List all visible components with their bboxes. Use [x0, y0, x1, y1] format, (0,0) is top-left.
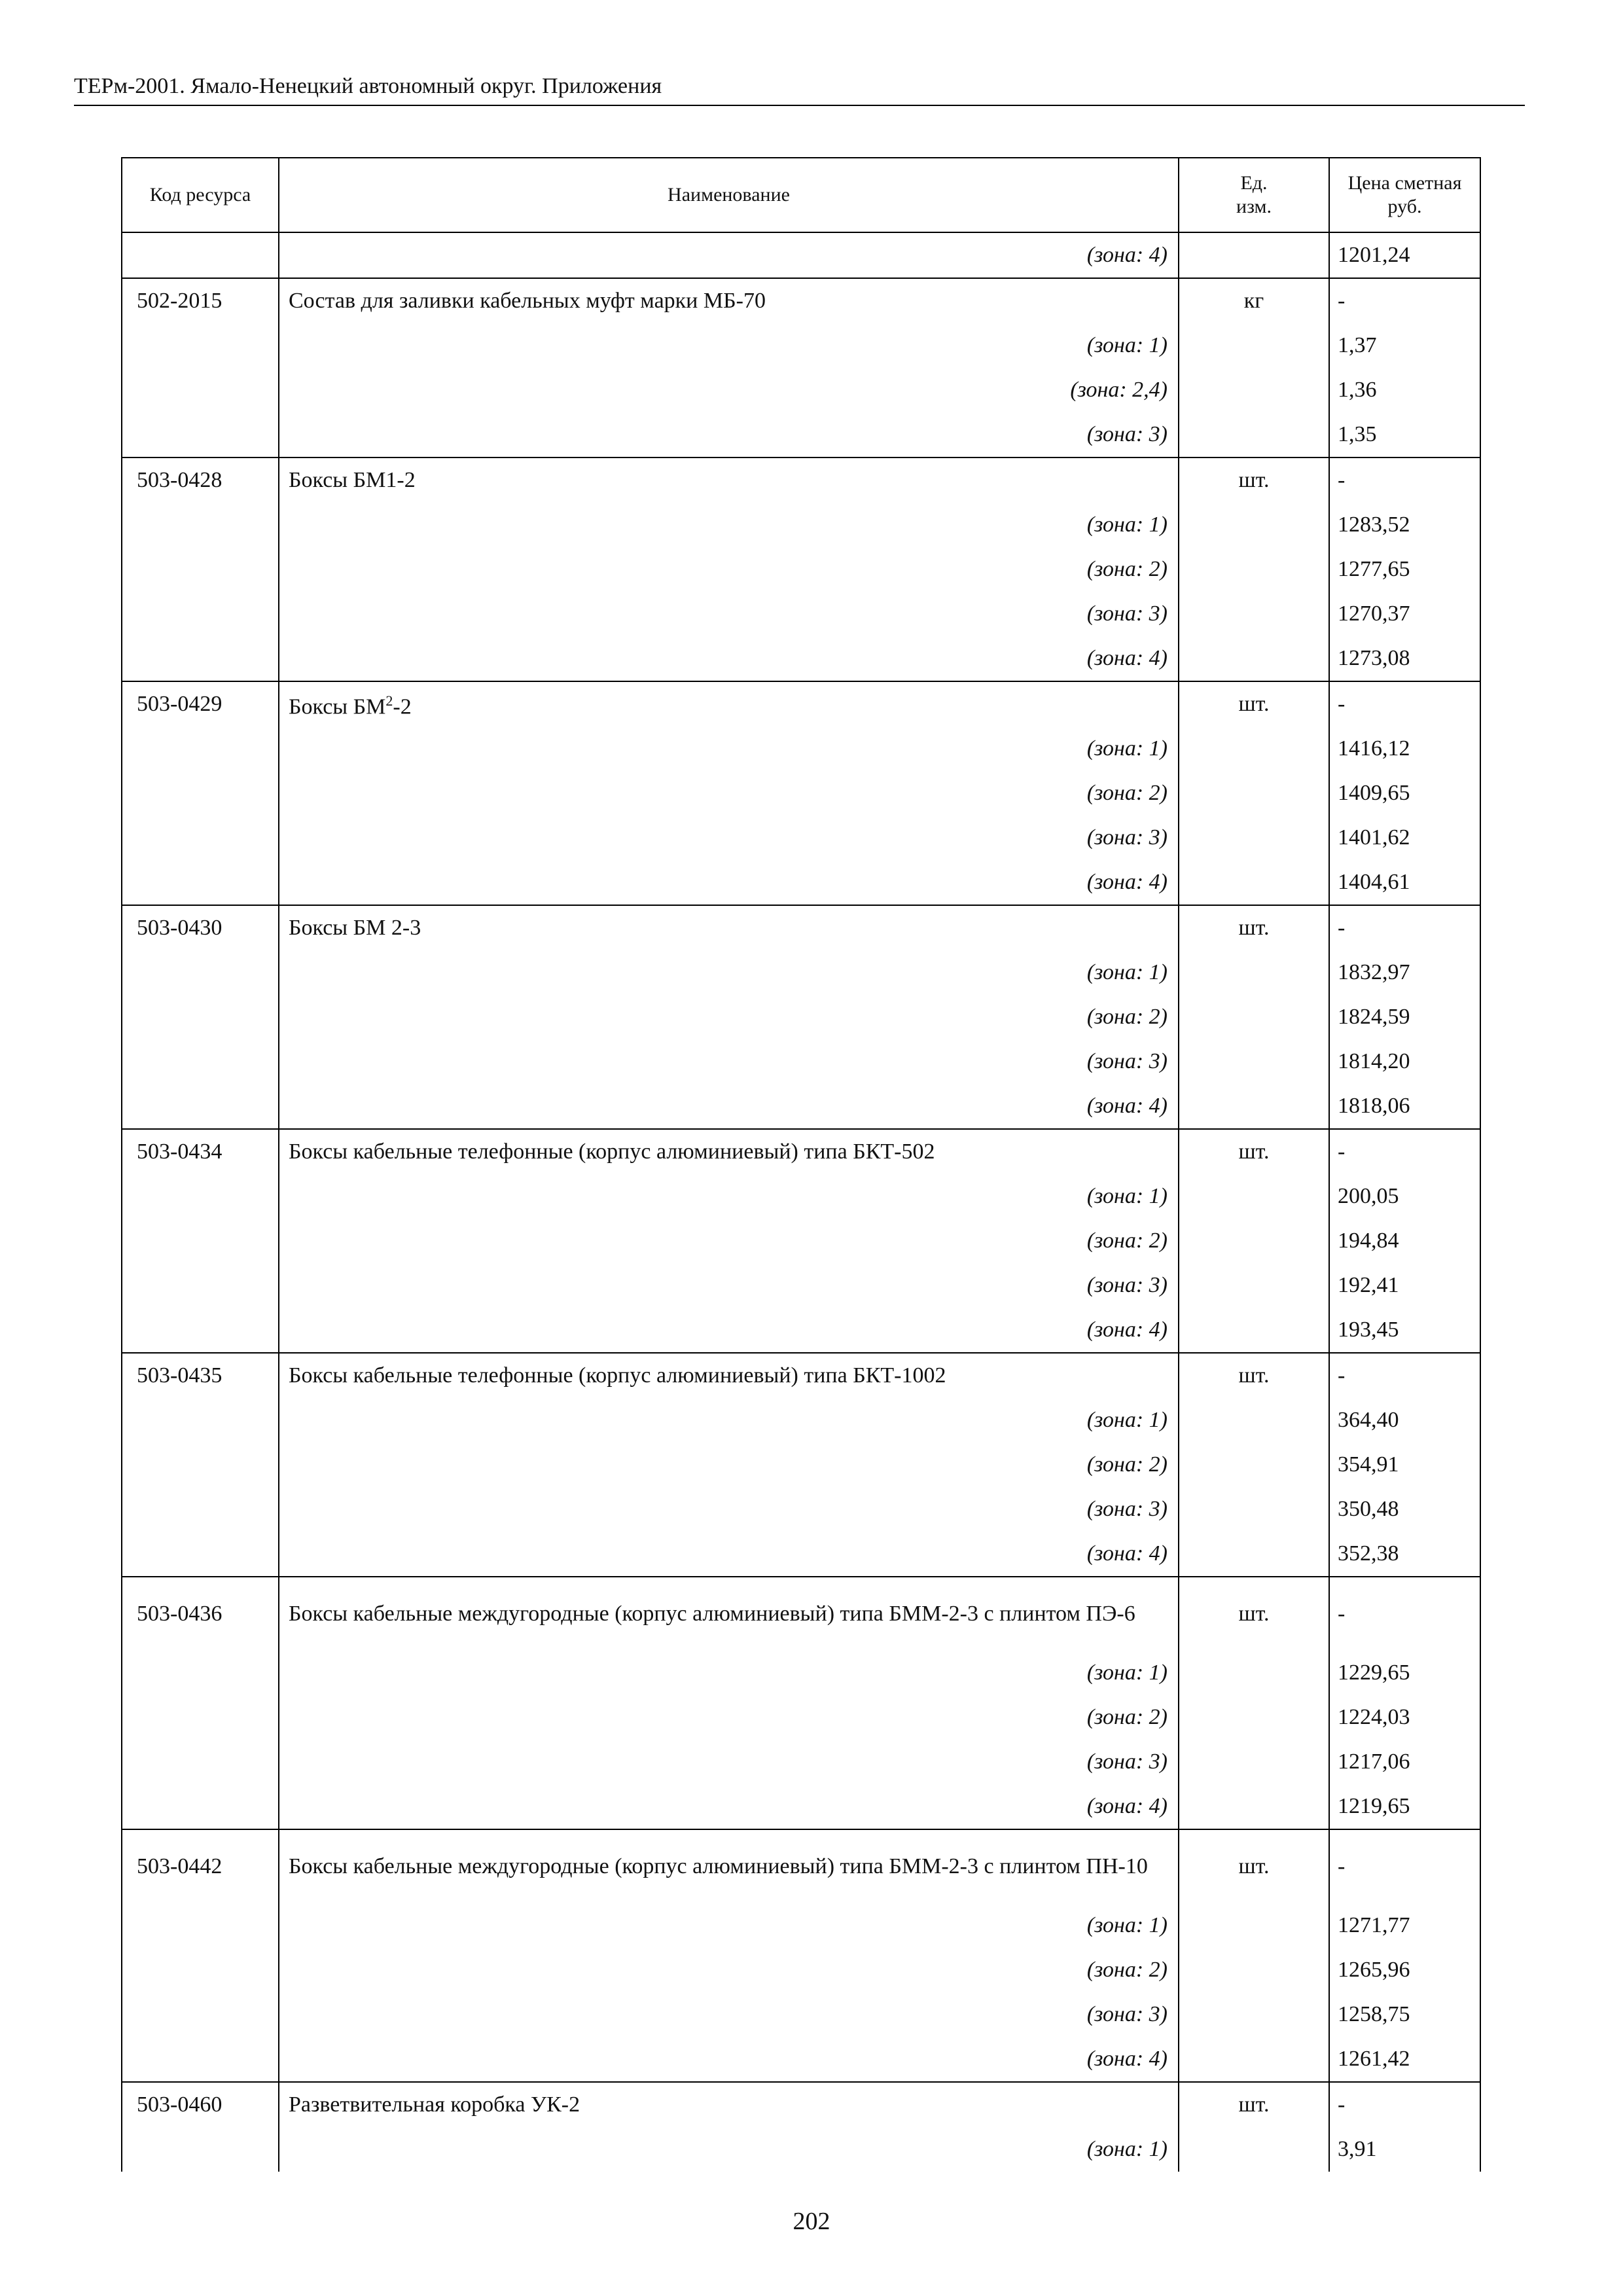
unit-cell — [1179, 2037, 1329, 2082]
resource-name: Боксы кабельные телефонные (корпус алюминиевый) типа БКТ-502 — [279, 1129, 1179, 1174]
resource-name-text: Боксы БМ — [289, 694, 386, 719]
resource-code-cell — [122, 1903, 279, 1948]
resource-code-cell — [122, 323, 279, 368]
zone-price: 1818,06 — [1329, 1084, 1480, 1129]
zone-price-row — [122, 1263, 1480, 1308]
column-header-price-line2: руб. — [1387, 196, 1422, 217]
resource-unit: шт. — [1179, 1129, 1329, 1174]
resource-code: 502-2015 — [122, 278, 279, 323]
zone-price-row — [122, 1443, 1480, 1487]
resource-code-cell — [122, 592, 279, 636]
unit-cell — [1179, 232, 1329, 278]
resource-code-cell — [122, 1039, 279, 1084]
zone-price-row — [122, 1651, 1480, 1695]
zone-price: 1814,20 — [1329, 1039, 1480, 1084]
resource-code-cell — [122, 1695, 279, 1740]
zone-label: (зона: 1) — [279, 1651, 1179, 1695]
resource-code-cell — [122, 2037, 279, 2082]
resource-code-cell — [122, 1263, 279, 1308]
zone-price-row — [122, 323, 1480, 368]
zone-label: (зона: 4) — [279, 1308, 1179, 1353]
resource-code-cell — [122, 1398, 279, 1443]
resource-code: 503-0460 — [122, 2082, 279, 2127]
resource-row — [122, 905, 1480, 950]
resource-name — [279, 681, 1179, 726]
unit-cell — [1179, 1903, 1329, 1948]
unit-cell — [1179, 1651, 1329, 1695]
zone-price: 1404,61 — [1329, 860, 1480, 905]
unit-cell — [1179, 1398, 1329, 1443]
unit-cell — [1179, 1740, 1329, 1784]
resource-code-cell — [122, 1948, 279, 1992]
resource-code: 503-0428 — [122, 457, 279, 503]
resource-row — [122, 2082, 1480, 2127]
zone-price-row — [122, 1948, 1480, 1992]
unit-cell — [1179, 950, 1329, 995]
zone-price-row — [122, 2037, 1480, 2082]
unit-cell — [1179, 592, 1329, 636]
unit-cell — [1179, 860, 1329, 905]
zone-label: (зона: 4) — [279, 232, 1179, 278]
resource-code-cell — [122, 368, 279, 412]
zone-label: (зона: 4) — [279, 636, 1179, 681]
zone-price: 1229,65 — [1329, 1651, 1480, 1695]
resource-code-cell — [122, 1992, 279, 2037]
zone-price-row — [122, 1903, 1480, 1948]
unit-cell — [1179, 1174, 1329, 1219]
zone-price-row — [122, 1740, 1480, 1784]
resource-unit: шт. — [1179, 2082, 1329, 2127]
resource-row — [122, 1577, 1480, 1651]
zone-price: 200,05 — [1329, 1174, 1480, 1219]
resource-code-cell — [122, 726, 279, 771]
zone-price-row — [122, 1174, 1480, 1219]
zone-price-row — [122, 503, 1480, 547]
zone-price-row — [122, 1219, 1480, 1263]
zone-price: 3,91 — [1329, 2127, 1480, 2172]
column-header-unit-line1: Ед. — [1240, 172, 1268, 194]
resource-name: Состав для заливки кабельных муфт марки МБ-70 — [279, 278, 1179, 323]
resource-unit: шт. — [1179, 1829, 1329, 1903]
zone-price-row — [122, 771, 1480, 816]
zone-price-row — [122, 950, 1480, 995]
zone-price-row — [122, 1532, 1480, 1577]
zone-price-row — [122, 1487, 1480, 1532]
resource-code-cell — [122, 771, 279, 816]
zone-price: 194,84 — [1329, 1219, 1480, 1263]
unit-cell — [1179, 726, 1329, 771]
resource-row — [122, 1129, 1480, 1174]
zone-price-row — [122, 1695, 1480, 1740]
zone-price-row — [122, 816, 1480, 860]
resource-base-price: - — [1329, 1353, 1480, 1398]
table-header — [122, 158, 1480, 232]
zone-price: 1,35 — [1329, 412, 1480, 457]
zone-price: 354,91 — [1329, 1443, 1480, 1487]
zone-price: 350,48 — [1329, 1487, 1480, 1532]
zone-price: 364,40 — [1329, 1398, 1480, 1443]
resource-base-price: - — [1329, 681, 1480, 726]
resource-code-cell — [122, 1784, 279, 1829]
resource-row — [122, 681, 1480, 726]
zone-price: 192,41 — [1329, 1263, 1480, 1308]
zone-price-row — [122, 1308, 1480, 1353]
zone-price: 1219,65 — [1329, 1784, 1480, 1829]
zone-label: (зона: 2) — [279, 1219, 1179, 1263]
zone-label: (зона: 1) — [279, 503, 1179, 547]
column-header-price — [1329, 158, 1480, 232]
column-header-code: Код ресурса — [122, 158, 279, 232]
unit-cell — [1179, 412, 1329, 457]
resource-name: Боксы БМ 2-3 — [279, 905, 1179, 950]
zone-price: 1273,08 — [1329, 636, 1480, 681]
resource-base-price: - — [1329, 1577, 1480, 1651]
resource-code: 503-0429 — [122, 681, 279, 726]
zone-price: 1258,75 — [1329, 1992, 1480, 2037]
zone-price-row — [122, 636, 1480, 681]
resource-code: 503-0442 — [122, 1829, 279, 1903]
unit-cell — [1179, 995, 1329, 1039]
zone-price-row — [122, 860, 1480, 905]
zone-price-row — [122, 2127, 1480, 2172]
unit-cell — [1179, 1219, 1329, 1263]
resource-code-cell — [122, 1651, 279, 1695]
zone-price: 1416,12 — [1329, 726, 1480, 771]
resource-code-cell — [122, 547, 279, 592]
zone-label: (зона: 1) — [279, 1903, 1179, 1948]
unit-cell — [1179, 1039, 1329, 1084]
zone-price: 1283,52 — [1329, 503, 1480, 547]
resource-unit: шт. — [1179, 905, 1329, 950]
zone-label: (зона: 3) — [279, 1487, 1179, 1532]
page-header: ТЕРм-2001. Ямало-Ненецкий автономный округ. Приложения — [74, 72, 1525, 106]
unit-cell — [1179, 636, 1329, 681]
zone-price: 1271,77 — [1329, 1903, 1480, 1948]
zone-label: (зона: 2) — [279, 1443, 1179, 1487]
zone-label: (зона: 1) — [279, 950, 1179, 995]
resource-row — [122, 1829, 1480, 1903]
unit-cell — [1179, 368, 1329, 412]
unit-cell — [1179, 1308, 1329, 1353]
unit-cell — [1179, 1784, 1329, 1829]
resource-code: 503-0430 — [122, 905, 279, 950]
resource-code-cell — [122, 1740, 279, 1784]
zone-price-row — [122, 1039, 1480, 1084]
zone-label: (зона: 4) — [279, 860, 1179, 905]
zone-price: 1401,62 — [1329, 816, 1480, 860]
resource-name: Боксы кабельные междугородные (корпус алюминиевый) типа БММ-2-3 с плинтом ПН-10 — [279, 1829, 1179, 1903]
unit-cell — [1179, 1084, 1329, 1129]
column-header-price-line1: Цена сметная — [1347, 172, 1462, 194]
resource-row — [122, 457, 1480, 503]
zone-label: (зона: 3) — [279, 1740, 1179, 1784]
zone-price-row — [122, 995, 1480, 1039]
resource-code-cell — [122, 232, 279, 278]
zone-label: (зона: 3) — [279, 592, 1179, 636]
zone-label: (зона: 4) — [279, 2037, 1179, 2082]
unit-cell — [1179, 1695, 1329, 1740]
resource-code: 503-0436 — [122, 1577, 279, 1651]
unit-cell — [1179, 323, 1329, 368]
zone-label: (зона: 3) — [279, 1992, 1179, 2037]
column-header-name: Наименование — [279, 158, 1179, 232]
resource-row — [122, 278, 1480, 323]
resource-base-price: - — [1329, 1829, 1480, 1903]
resource-name: Боксы БМ1-2 — [279, 457, 1179, 503]
resource-unit: шт. — [1179, 681, 1329, 726]
column-header-unit — [1179, 158, 1329, 232]
zone-label: (зона: 4) — [279, 1084, 1179, 1129]
unit-cell — [1179, 816, 1329, 860]
zone-price: 1,37 — [1329, 323, 1480, 368]
zone-label: (зона: 2) — [279, 1695, 1179, 1740]
zone-label: (зона: 4) — [279, 1784, 1179, 1829]
zone-price-row — [122, 592, 1480, 636]
table-body — [122, 232, 1480, 2172]
zone-label: (зона: 1) — [279, 1174, 1179, 1219]
unit-cell — [1179, 503, 1329, 547]
zone-label: (зона: 3) — [279, 412, 1179, 457]
resource-code-cell — [122, 1084, 279, 1129]
resource-name-superscript: 2 — [385, 692, 393, 709]
resource-code-cell — [122, 995, 279, 1039]
resource-row — [122, 1353, 1480, 1398]
zone-price-row — [122, 1784, 1480, 1829]
resource-base-price: - — [1329, 457, 1480, 503]
unit-cell — [1179, 1263, 1329, 1308]
unit-cell — [1179, 2127, 1329, 2172]
resource-name: Разветвительная коробка УК-2 — [279, 2082, 1179, 2127]
zone-label: (зона: 2) — [279, 1948, 1179, 1992]
header-row — [122, 158, 1480, 232]
unit-cell — [1179, 1532, 1329, 1577]
zone-price: 352,38 — [1329, 1532, 1480, 1577]
resource-code-cell — [122, 1532, 279, 1577]
resource-unit: шт. — [1179, 457, 1329, 503]
zone-price: 1224,03 — [1329, 1695, 1480, 1740]
zone-label: (зона: 1) — [279, 323, 1179, 368]
unit-cell — [1179, 1443, 1329, 1487]
unit-cell — [1179, 547, 1329, 592]
zone-label: (зона: 1) — [279, 2127, 1179, 2172]
resource-code-cell — [122, 412, 279, 457]
column-header-unit-line2: изм. — [1236, 196, 1272, 217]
resource-code-cell — [122, 1308, 279, 1353]
resource-code-cell — [122, 503, 279, 547]
zone-price: 1832,97 — [1329, 950, 1480, 995]
resource-code: 503-0434 — [122, 1129, 279, 1174]
zone-label: (зона: 2) — [279, 995, 1179, 1039]
table-row — [122, 232, 1480, 278]
resource-base-price: - — [1329, 905, 1480, 950]
zone-price: 1824,59 — [1329, 995, 1480, 1039]
zone-price: 1217,06 — [1329, 1740, 1480, 1784]
zone-price: 1409,65 — [1329, 771, 1480, 816]
zone-label: (зона: 3) — [279, 816, 1179, 860]
zone-label: (зона: 3) — [279, 1263, 1179, 1308]
zone-price-row — [122, 412, 1480, 457]
zone-price-row — [122, 726, 1480, 771]
resource-name: Боксы кабельные междугородные (корпус алюминиевый) типа БММ-2-3 с плинтом ПЭ-6 — [279, 1577, 1179, 1651]
zone-label: (зона: 2) — [279, 547, 1179, 592]
resource-code-cell — [122, 636, 279, 681]
zone-label: (зона: 4) — [279, 1532, 1179, 1577]
zone-price-row — [122, 368, 1480, 412]
resource-base-price: - — [1329, 1129, 1480, 1174]
zone-price: 1265,96 — [1329, 1948, 1480, 1992]
resource-code-cell — [122, 1443, 279, 1487]
zone-label: (зона: 2,4) — [279, 368, 1179, 412]
page-number: 202 — [793, 2208, 830, 2235]
zone-price: 1270,37 — [1329, 592, 1480, 636]
resource-unit: кг — [1179, 278, 1329, 323]
unit-cell — [1179, 1487, 1329, 1532]
unit-cell — [1179, 1992, 1329, 2037]
resource-code-cell — [122, 950, 279, 995]
resource-code-cell — [122, 2127, 279, 2172]
unit-cell — [1179, 1948, 1329, 1992]
zone-label: (зона: 1) — [279, 1398, 1179, 1443]
resource-unit: шт. — [1179, 1577, 1329, 1651]
zone-price: 1261,42 — [1329, 2037, 1480, 2082]
unit-cell — [1179, 771, 1329, 816]
resource-base-price: - — [1329, 2082, 1480, 2127]
resource-base-price: - — [1329, 278, 1480, 323]
resource-code: 503-0435 — [122, 1353, 279, 1398]
resource-code-cell — [122, 1219, 279, 1263]
resource-name-tail: -2 — [393, 694, 412, 719]
resource-code-cell — [122, 1487, 279, 1532]
resource-code-cell — [122, 860, 279, 905]
zone-price-row — [122, 1398, 1480, 1443]
resource-code-cell — [122, 1174, 279, 1219]
zone-price: 1,36 — [1329, 368, 1480, 412]
zone-label: (зона: 1) — [279, 726, 1179, 771]
zone-price: 1277,65 — [1329, 547, 1480, 592]
resource-unit: шт. — [1179, 1353, 1329, 1398]
zone-label: (зона: 3) — [279, 1039, 1179, 1084]
zone-price-row — [122, 1992, 1480, 2037]
resource-price-table — [121, 157, 1481, 2172]
resource-name: Боксы кабельные телефонные (корпус алюминиевый) типа БКТ-1002 — [279, 1353, 1179, 1398]
zone-price-row — [122, 547, 1480, 592]
resource-code-cell — [122, 816, 279, 860]
zone-price: 193,45 — [1329, 1308, 1480, 1353]
zone-price-row — [122, 1084, 1480, 1129]
price-cell: 1201,24 — [1329, 232, 1480, 278]
zone-label: (зона: 2) — [279, 771, 1179, 816]
